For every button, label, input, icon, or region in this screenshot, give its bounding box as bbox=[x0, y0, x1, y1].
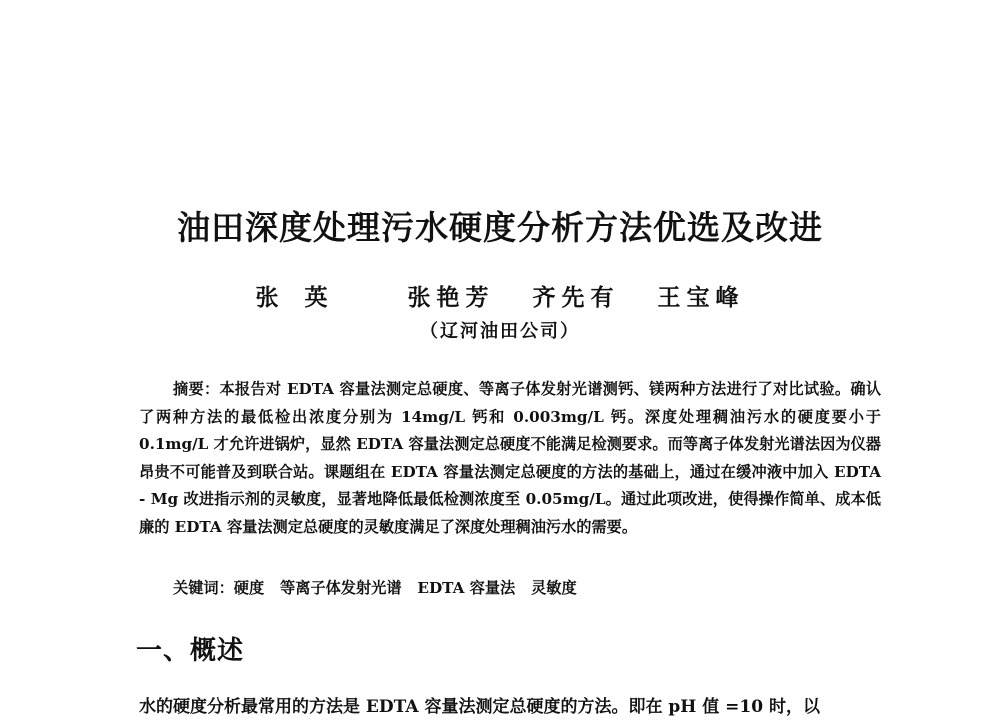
keyword: 等离子体发射光谱 bbox=[280, 579, 402, 597]
keyword: 灵敏度 bbox=[531, 579, 577, 597]
body-paragraph: 水的硬度分析最常用的方法是 EDTA 容量法测定总硬度的方法。即在 pH 值 =10 时，以 bbox=[139, 697, 820, 717]
author-name: 王宝峰 bbox=[657, 284, 745, 311]
author-name: 张英 bbox=[255, 284, 354, 311]
section-heading: 一、概述 bbox=[136, 636, 245, 666]
abstract-label: 摘要： bbox=[173, 380, 220, 398]
abstract bbox=[139, 376, 881, 541]
keywords-label: 关键词： bbox=[173, 579, 234, 597]
abstract-text: 本报告对 EDTA 容量法测定总硬度、等离子体发射光谱测钙、镁两种方法进行了对比试验。确认了两种方法的最低检出浓度分别为 14mg/L 钙和 0.003mg/L 钙。深度处理稠油污水的硬度要小于 0.1mg/L 才允许进锅炉，显然 EDTA 容量法测定总硬度不能满足检测要求。而等离子体发射光谱法因为仪器昂贵不可能普及到联合站。课题组在 EDTA 容量法测定总硬度的方法的基础上，通过在缓冲液中加入 EDTA - Mg 改进指示剂的灵敏度，显著地降低最低检测浓度至 0.05mg/L。通过此项改进，使得操作简单、成本低廉的 EDTA 容量法测定总硬度的灵敏度满足了深度处理稠油污水的需要。 bbox=[139, 380, 882, 536]
keywords bbox=[173, 575, 577, 601]
paper-title: 油田深度处理污水硬度分析方法优选及改进 bbox=[177, 208, 823, 247]
author-list bbox=[0, 282, 1000, 314]
author-name: 齐先有 bbox=[532, 284, 620, 311]
author-name: 张艳芳 bbox=[407, 284, 495, 311]
keyword: 硬度 bbox=[233, 579, 265, 597]
keyword: EDTA 容量法 bbox=[417, 579, 516, 597]
author-affiliation: （辽河油田公司） bbox=[420, 321, 580, 342]
